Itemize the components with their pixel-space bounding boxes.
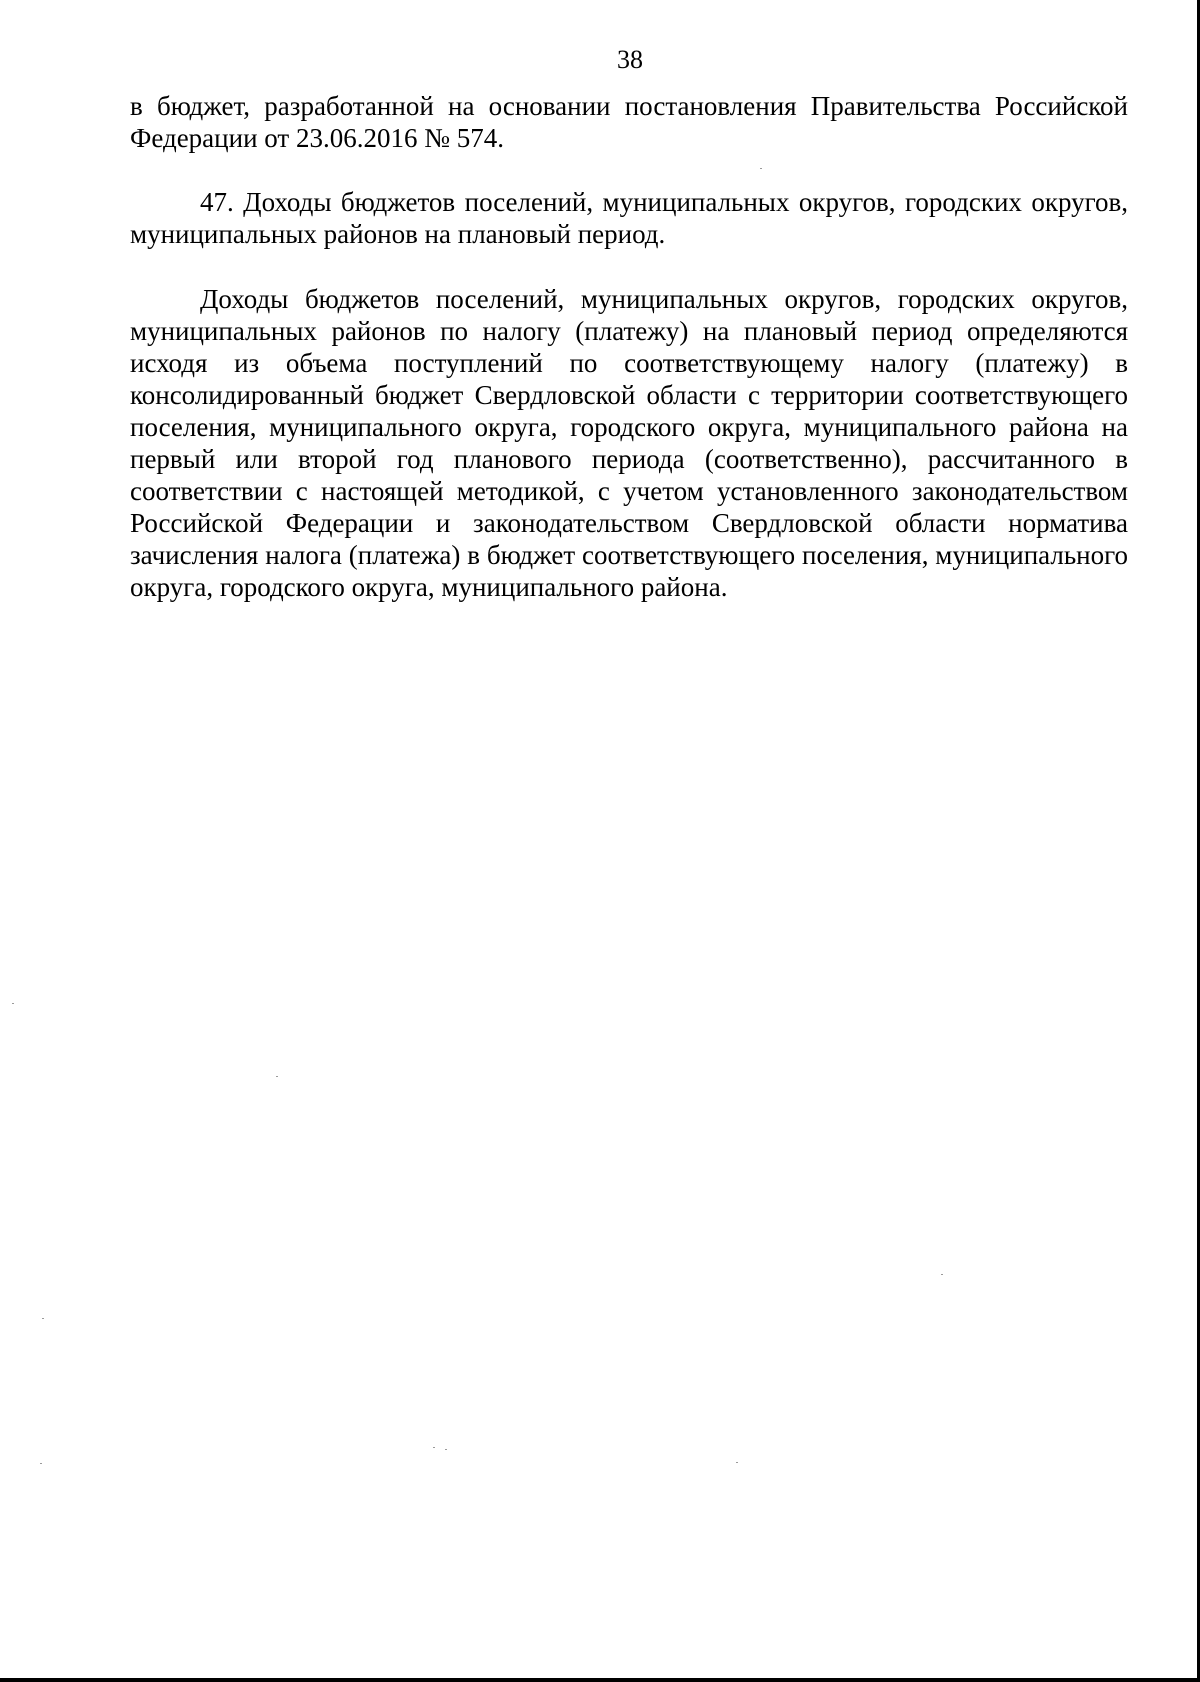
scan-speck (736, 1462, 738, 1463)
page-number: 38 (617, 45, 643, 74)
scan-speck (42, 1318, 44, 1319)
scan-speck (941, 1274, 943, 1275)
scan-speck (760, 168, 762, 169)
paragraph-item-47-heading: 47. Доходы бюджетов поселений, муниципальных округов, городских округов, муниципальных районов на плановый период. (130, 187, 1128, 249)
paragraph-continuation: в бюджет, разработанной на основании постановления Правительства Российской Федерации от 23.06.2016 № 574. (130, 91, 1128, 153)
scan-speck (433, 1447, 435, 1448)
scan-speck (445, 1449, 447, 1450)
scan-speck (276, 1076, 278, 1077)
scan-speck (12, 1003, 14, 1004)
scan-speck (40, 1463, 42, 1464)
scan-border-bottom (0, 1678, 1200, 1682)
paragraph-item-47-body: Доходы бюджетов поселений, муниципальных округов, городских округов, муниципальных районов по налогу (платежу) на плановый период определяются исходя из объема поступлений по соответствующему налогу (платежу) в консолидированный бюджет Свердловской области с территории соответствующего поселения, муниципального округа, городского округа, муниципального района на первый или второй год планового периода (соответственно), рассчитанного в соответствии с настоящей методикой, с учетом установленного законодательством Российской Федерации и законодательством Свердловской области норматива зачисления налога (платежа) в бюджет соответствующего поселения, муниципального округа, городского округа, муниципального района. (130, 284, 1128, 602)
